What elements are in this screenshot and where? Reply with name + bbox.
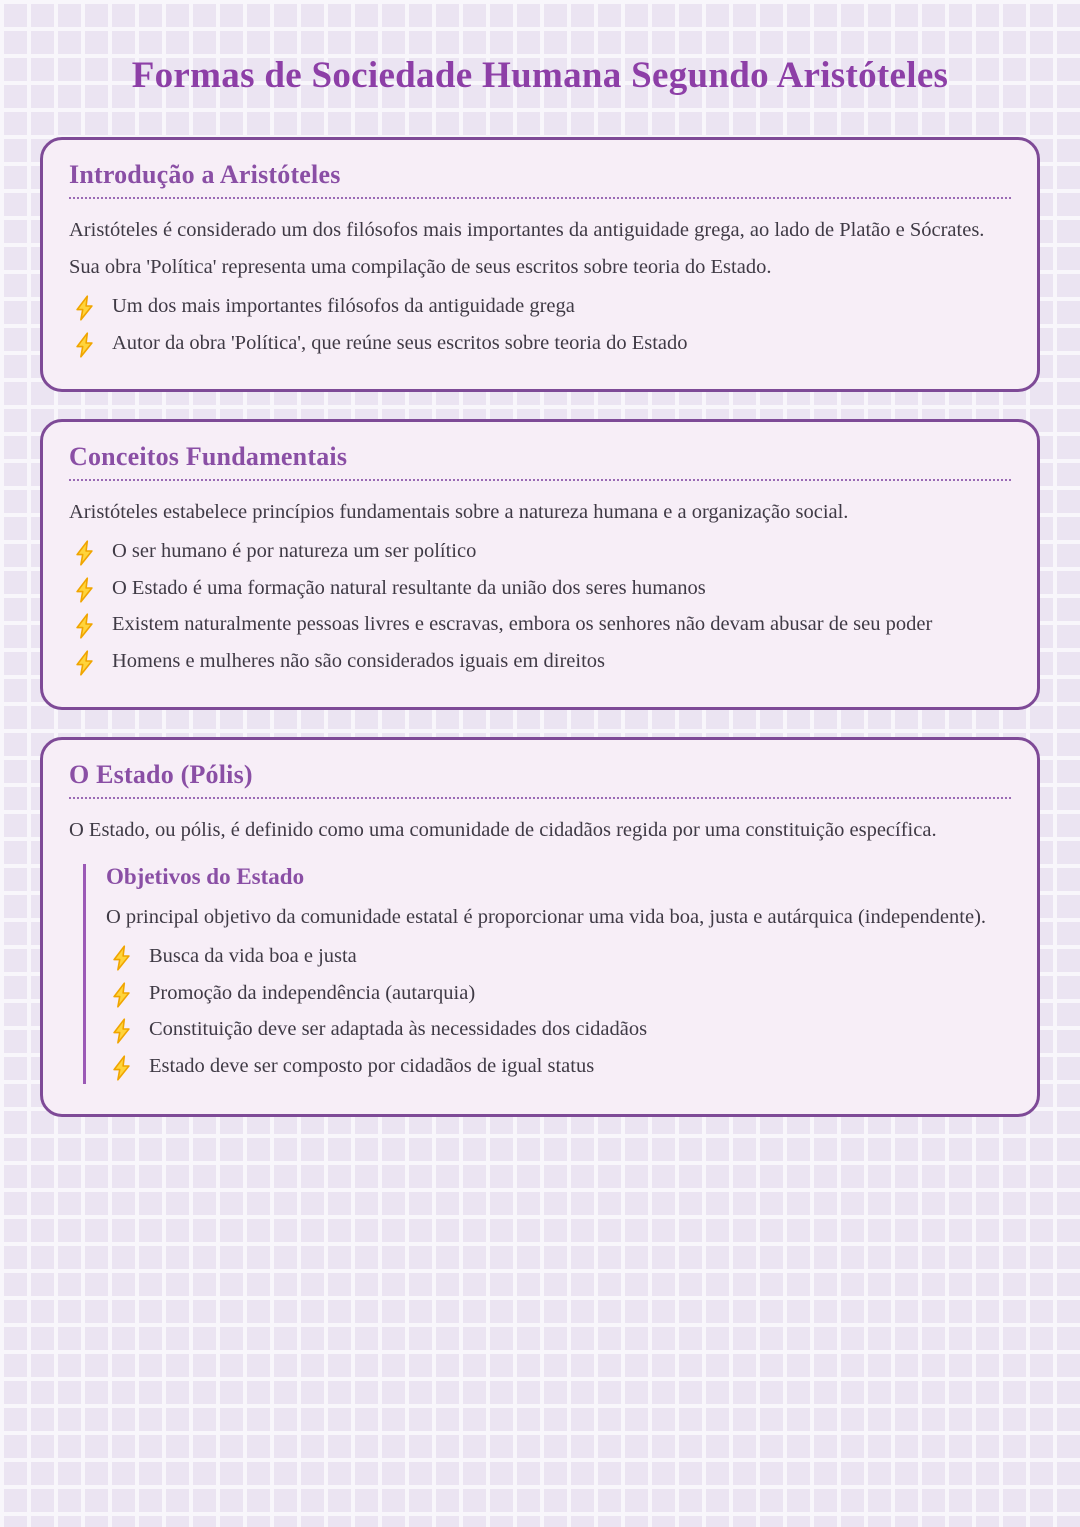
lightning-bolt-icon <box>74 540 95 566</box>
lightning-bolt-icon <box>74 650 95 676</box>
heading-divider <box>69 479 1011 481</box>
section-paragraph: Aristóteles é considerado um dos filósofos mais importantes da antiguidade grega, ao lado de Platão e Sócrates. Sua obra 'Política' representa uma compilação de seus escritos sobre teoria do Estado. <box>69 219 985 278</box>
section-heading: Introdução a Aristóteles <box>69 160 341 190</box>
bullet-item <box>106 1011 1011 1047</box>
page-title: Formas de Sociedade Humana Segundo Aristóteles <box>131 55 949 96</box>
bullet-text: Constituição deve ser adaptada às necessidades dos cidadãos <box>149 1018 648 1041</box>
lightning-bolt-icon <box>111 982 132 1008</box>
lightning-bolt-icon <box>74 577 95 603</box>
section-card-introducao <box>40 137 1040 392</box>
subsection-objetivos <box>83 864 1011 1084</box>
bullet-text: Estado deve ser composto por cidadãos de igual status <box>149 1054 595 1077</box>
bullet-text: Homens e mulheres não são considerados iguais em direitos <box>112 649 606 672</box>
bullet-text: O Estado é uma formação natural resultante da união dos seres humanos <box>112 576 706 599</box>
bullet-item <box>69 288 1011 324</box>
bullet-item <box>69 606 1011 642</box>
lightning-bolt-icon <box>74 613 95 639</box>
bullet-item <box>106 938 1011 974</box>
bullet-text: Promoção da independência (autarquia) <box>149 981 476 1004</box>
subsection-paragraph: O principal objetivo da comunidade estatal é proporcionar uma vida boa, justa e autárquica (independente). <box>106 905 987 928</box>
bullet-item <box>69 643 1011 679</box>
bullet-list <box>106 938 1011 1084</box>
bullet-item <box>69 325 1011 361</box>
bullet-item <box>106 975 1011 1011</box>
bullet-text: Um dos mais importantes filósofos da antiguidade grega <box>112 295 575 318</box>
lightning-bolt-icon <box>74 295 95 321</box>
bullet-text: Existem naturalmente pessoas livres e escravas, embora os senhores não devam abusar de seu poder <box>112 613 933 636</box>
lightning-bolt-icon <box>111 1018 132 1044</box>
section-heading: Conceitos Fundamentais <box>69 441 348 471</box>
bullet-item <box>69 570 1011 606</box>
subsection-heading: Objetivos do Estado <box>106 863 305 889</box>
lightning-bolt-icon <box>111 945 132 971</box>
section-heading: O Estado (Pólis) <box>69 760 253 790</box>
bullet-text: O ser humano é por natureza um ser político <box>112 540 477 563</box>
bullet-item <box>69 533 1011 569</box>
section-card-conceitos <box>40 419 1040 710</box>
bullet-text: Busca da vida boa e justa <box>149 945 357 968</box>
bullet-text: Autor da obra 'Política', que reúne seus escritos sobre teoria do Estado <box>112 331 688 354</box>
heading-divider <box>69 797 1011 799</box>
section-paragraph: Aristóteles estabelece princípios fundamentais sobre a natureza humana e a organização social. <box>69 500 849 523</box>
bullet-list <box>69 533 1011 679</box>
section-paragraph: O Estado, ou pólis, é definido como uma comunidade de cidadãos regida por uma constituição específica. <box>69 819 937 842</box>
heading-divider <box>69 197 1011 199</box>
section-card-estado <box>40 737 1040 1117</box>
lightning-bolt-icon <box>111 1055 132 1081</box>
bullet-item <box>106 1048 1011 1084</box>
bullet-list <box>69 288 1011 361</box>
lightning-bolt-icon <box>74 332 95 358</box>
